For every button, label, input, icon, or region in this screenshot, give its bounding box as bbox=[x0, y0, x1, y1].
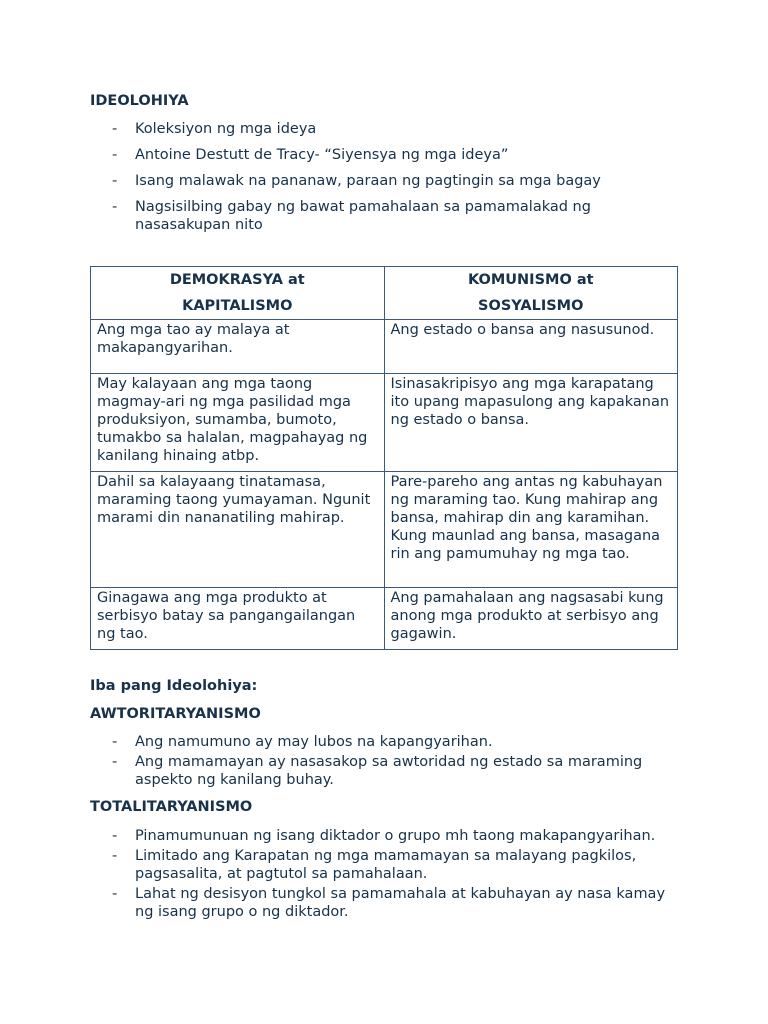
list-item: - Isang malawak na pananaw, paraan ng pagtingin sa mga bagay bbox=[90, 172, 680, 190]
table-cell: Dahil sa kalayaang tinatamasa, maraming taong yumayaman. Ngunit marami din nananatiling mahirap. bbox=[91, 472, 385, 588]
section-title-ideolohiya: IDEOLOHIYA bbox=[90, 93, 189, 109]
other-ideologies-title: Iba pang Ideolohiya: bbox=[90, 678, 258, 694]
list-item: - Ang mamamayan ay nasasakop sa awtoridad ng estado sa maraming aspekto ng kanilang buhay. bbox=[90, 753, 680, 789]
table-cell: Isinasakripisyo ang mga karapatang ito upang mapasulong ang kapakanan ng estado o bansa. bbox=[384, 374, 678, 472]
awtoritaryanismo-list bbox=[90, 733, 680, 791]
list-item: - Antoine Destutt de Tracy- “Siyensya ng mga ideya” bbox=[90, 146, 680, 164]
list-item: - Pinamumunuan ng isang diktador o grupo mh taong makapangyarihan. bbox=[90, 827, 680, 845]
table-cell: Ang estado o bansa ang nasusunod. bbox=[384, 320, 678, 374]
table-cell: Ginagawa ang mga produkto at serbisyo batay sa pangangailangan ng tao. bbox=[91, 588, 385, 650]
header-demokrasya bbox=[91, 267, 385, 320]
table-cell: Pare-pareho ang antas ng kabuhayan ng maraming tao. Kung mahirap ang bansa, mahirap din ang karamihan. Kung maunlad ang bansa, masagana rin ang pamumuhay ng mga tao. bbox=[384, 472, 678, 588]
ideolohiya-list bbox=[90, 120, 680, 242]
header-line: SOSYALISMO bbox=[478, 298, 584, 314]
header-line: KOMUNISMO at bbox=[467, 272, 594, 288]
totalitaryanismo-list bbox=[90, 827, 680, 923]
list-item: - Nagsisilbing gabay ng bawat pamahalaan sa pamamalakad ng nasasakupan nito bbox=[90, 198, 680, 234]
table-row bbox=[91, 320, 678, 374]
table-cell: May kalayaan ang mga taong magmay-ari ng mga pasilidad mga produksiyon, sumamba, bumoto, tumakbo sa halalan, magpahayag ng kanilang hinaing atbp. bbox=[91, 374, 385, 472]
header-line: KAPITALISMO bbox=[182, 298, 293, 314]
table-row bbox=[91, 588, 678, 650]
table-row bbox=[91, 472, 678, 588]
header-komunismo bbox=[384, 267, 678, 320]
section-title-totalitaryanismo: TOTALITARYANISMO bbox=[90, 799, 253, 815]
list-item: - Ang namumuno ay may lubos na kapangyarihan. bbox=[90, 733, 680, 751]
section-title-awtoritaryanismo: AWTORITARYANISMO bbox=[90, 706, 261, 722]
table-header-row bbox=[91, 267, 678, 320]
list-item: - Limitado ang Karapatan ng mga mamamayan sa malayang pagkilos, pagsasalita, at pagtutol sa pamahalaan. bbox=[90, 847, 680, 883]
table-cell: Ang mga tao ay malaya at makapangyarihan. bbox=[91, 320, 385, 374]
header-line: DEMOKRASYA at bbox=[169, 272, 305, 288]
table-cell: Ang pamahalaan ang nagsasabi kung anong mga produkto at serbisyo ang gagawin. bbox=[384, 588, 678, 650]
table-row bbox=[91, 374, 678, 472]
list-item: - Lahat ng desisyon tungkol sa pamamahala at kabuhayan ay nasa kamay ng isang grupo o ng diktador. bbox=[90, 885, 680, 921]
list-item: - Koleksiyon ng mga ideya bbox=[90, 120, 680, 138]
comparison-table bbox=[90, 266, 678, 650]
